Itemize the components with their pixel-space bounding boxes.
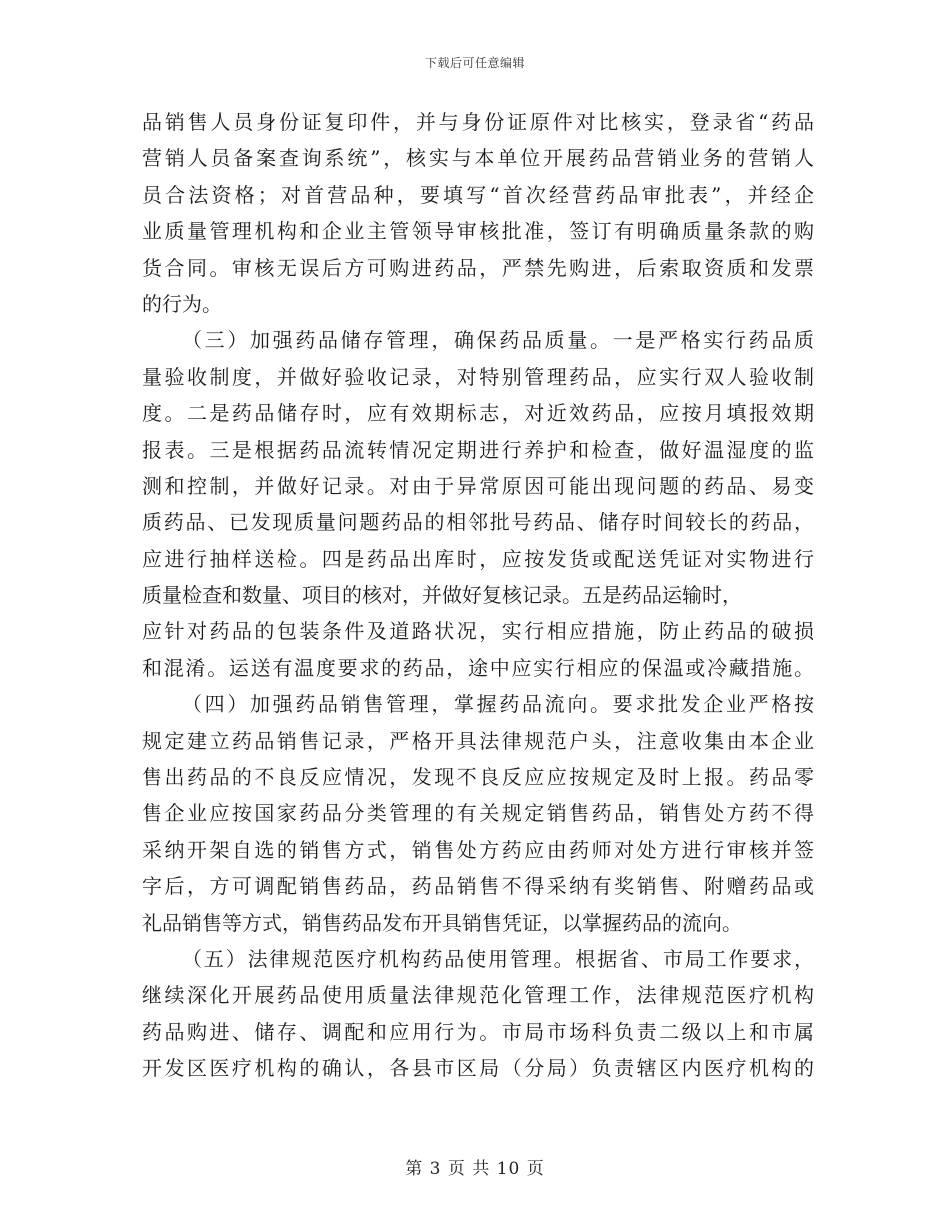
text-line: 礼品销售等方式，销售药品发布开具销售凭证，以掌握药品的流向。: [142, 910, 742, 935]
text-line: 业质量管理机构和企业主管领导审核批准，签订有明确质量条款的购: [142, 219, 814, 244]
text-line: 开发区医疗机构的确认，各县市区局（分局）负责辖区内医疗机构的: [142, 1056, 814, 1081]
page-number-footer: 第 3 页 共 10 页: [405, 1159, 545, 1179]
text-line: 量验收制度，并做好验收记录，对特别管理药品，应实行双人验收制: [142, 364, 814, 389]
text-line: （五）法律规范医疗机构药品使用管理。根据省、市局工作要求，: [182, 946, 814, 971]
text-line: 字后，方可调配销售药品，药品销售不得采纳有奖销售、附赠药品或: [142, 874, 814, 899]
text-line: 报表。三是根据药品流转情况定期进行养护和检查，做好温湿度的监: [142, 437, 814, 462]
text-line: 和混淆。运送有温度要求的药品，途中应实行相应的保温或冷藏措施。: [142, 655, 814, 680]
text-line: 度。二是药品储存时，应有效期标志，对近效药品，应按月填报效期: [142, 401, 814, 426]
text-line: 售出药品的不良反应情况，发现不良反应应按规定及时上报。药品零: [142, 765, 814, 790]
text-line: 营销人员备案查询系统”，核实与本单位开展药品营销业务的营销人: [142, 146, 814, 171]
text-line: 应针对药品的包装条件及道路状况，实行相应措施，防止药品的破损: [142, 619, 814, 644]
text-line: 员合法资格；对首营品种，要填写“首次经营药品审批表”，并经企: [142, 182, 814, 207]
text-line: 药品购进、储存、调配和应用行为。市局市场科负责二级以上和市属: [142, 1019, 814, 1044]
text-line: 品销售人员身份证复印件，并与身份证原件对比核实，登录省“药品: [142, 110, 814, 134]
text-line: 采纳开架自选的销售方式，销售处方药应由药师对处方进行审核并签: [142, 837, 814, 862]
text-line: 的行为。: [142, 291, 222, 316]
text-line: 售企业应按国家药品分类管理的有关规定销售药品，销售处方药不得: [142, 801, 814, 826]
page-header: 下载后可任意编辑: [424, 56, 525, 70]
text-line: （三）加强药品储存管理，确保药品质量。一是严格实行药品质: [182, 328, 814, 353]
text-line: 应进行抽样送检。四是药品出库时，应按发货或配送凭证对实物进行: [142, 546, 814, 571]
text-line: 质量检查和数量、项目的核对，并做好复核记录。五是药品运输时，: [142, 583, 742, 608]
text-line: （四）加强药品销售管理，掌握药品流向。要求批发企业严格按: [182, 692, 814, 717]
text-line: 继续深化开展药品使用质量法律规范化管理工作，法律规范医疗机构: [142, 983, 814, 1008]
text-line: 测和控制，并做好记录。对由于异常原因可能出现问题的药品、易变: [142, 473, 814, 498]
document-body: [142, 104, 814, 1087]
text-line: 质药品、已发现质量问题药品的相邻批号药品、储存时间较长的药品，: [142, 510, 814, 535]
text-line: 规定建立药品销售记录，严格开具法律规范户头，注意收集由本企业: [142, 728, 814, 753]
text-line: 货合同。审核无误后方可购进药品，严禁先购进，后索取资质和发票: [142, 255, 814, 280]
